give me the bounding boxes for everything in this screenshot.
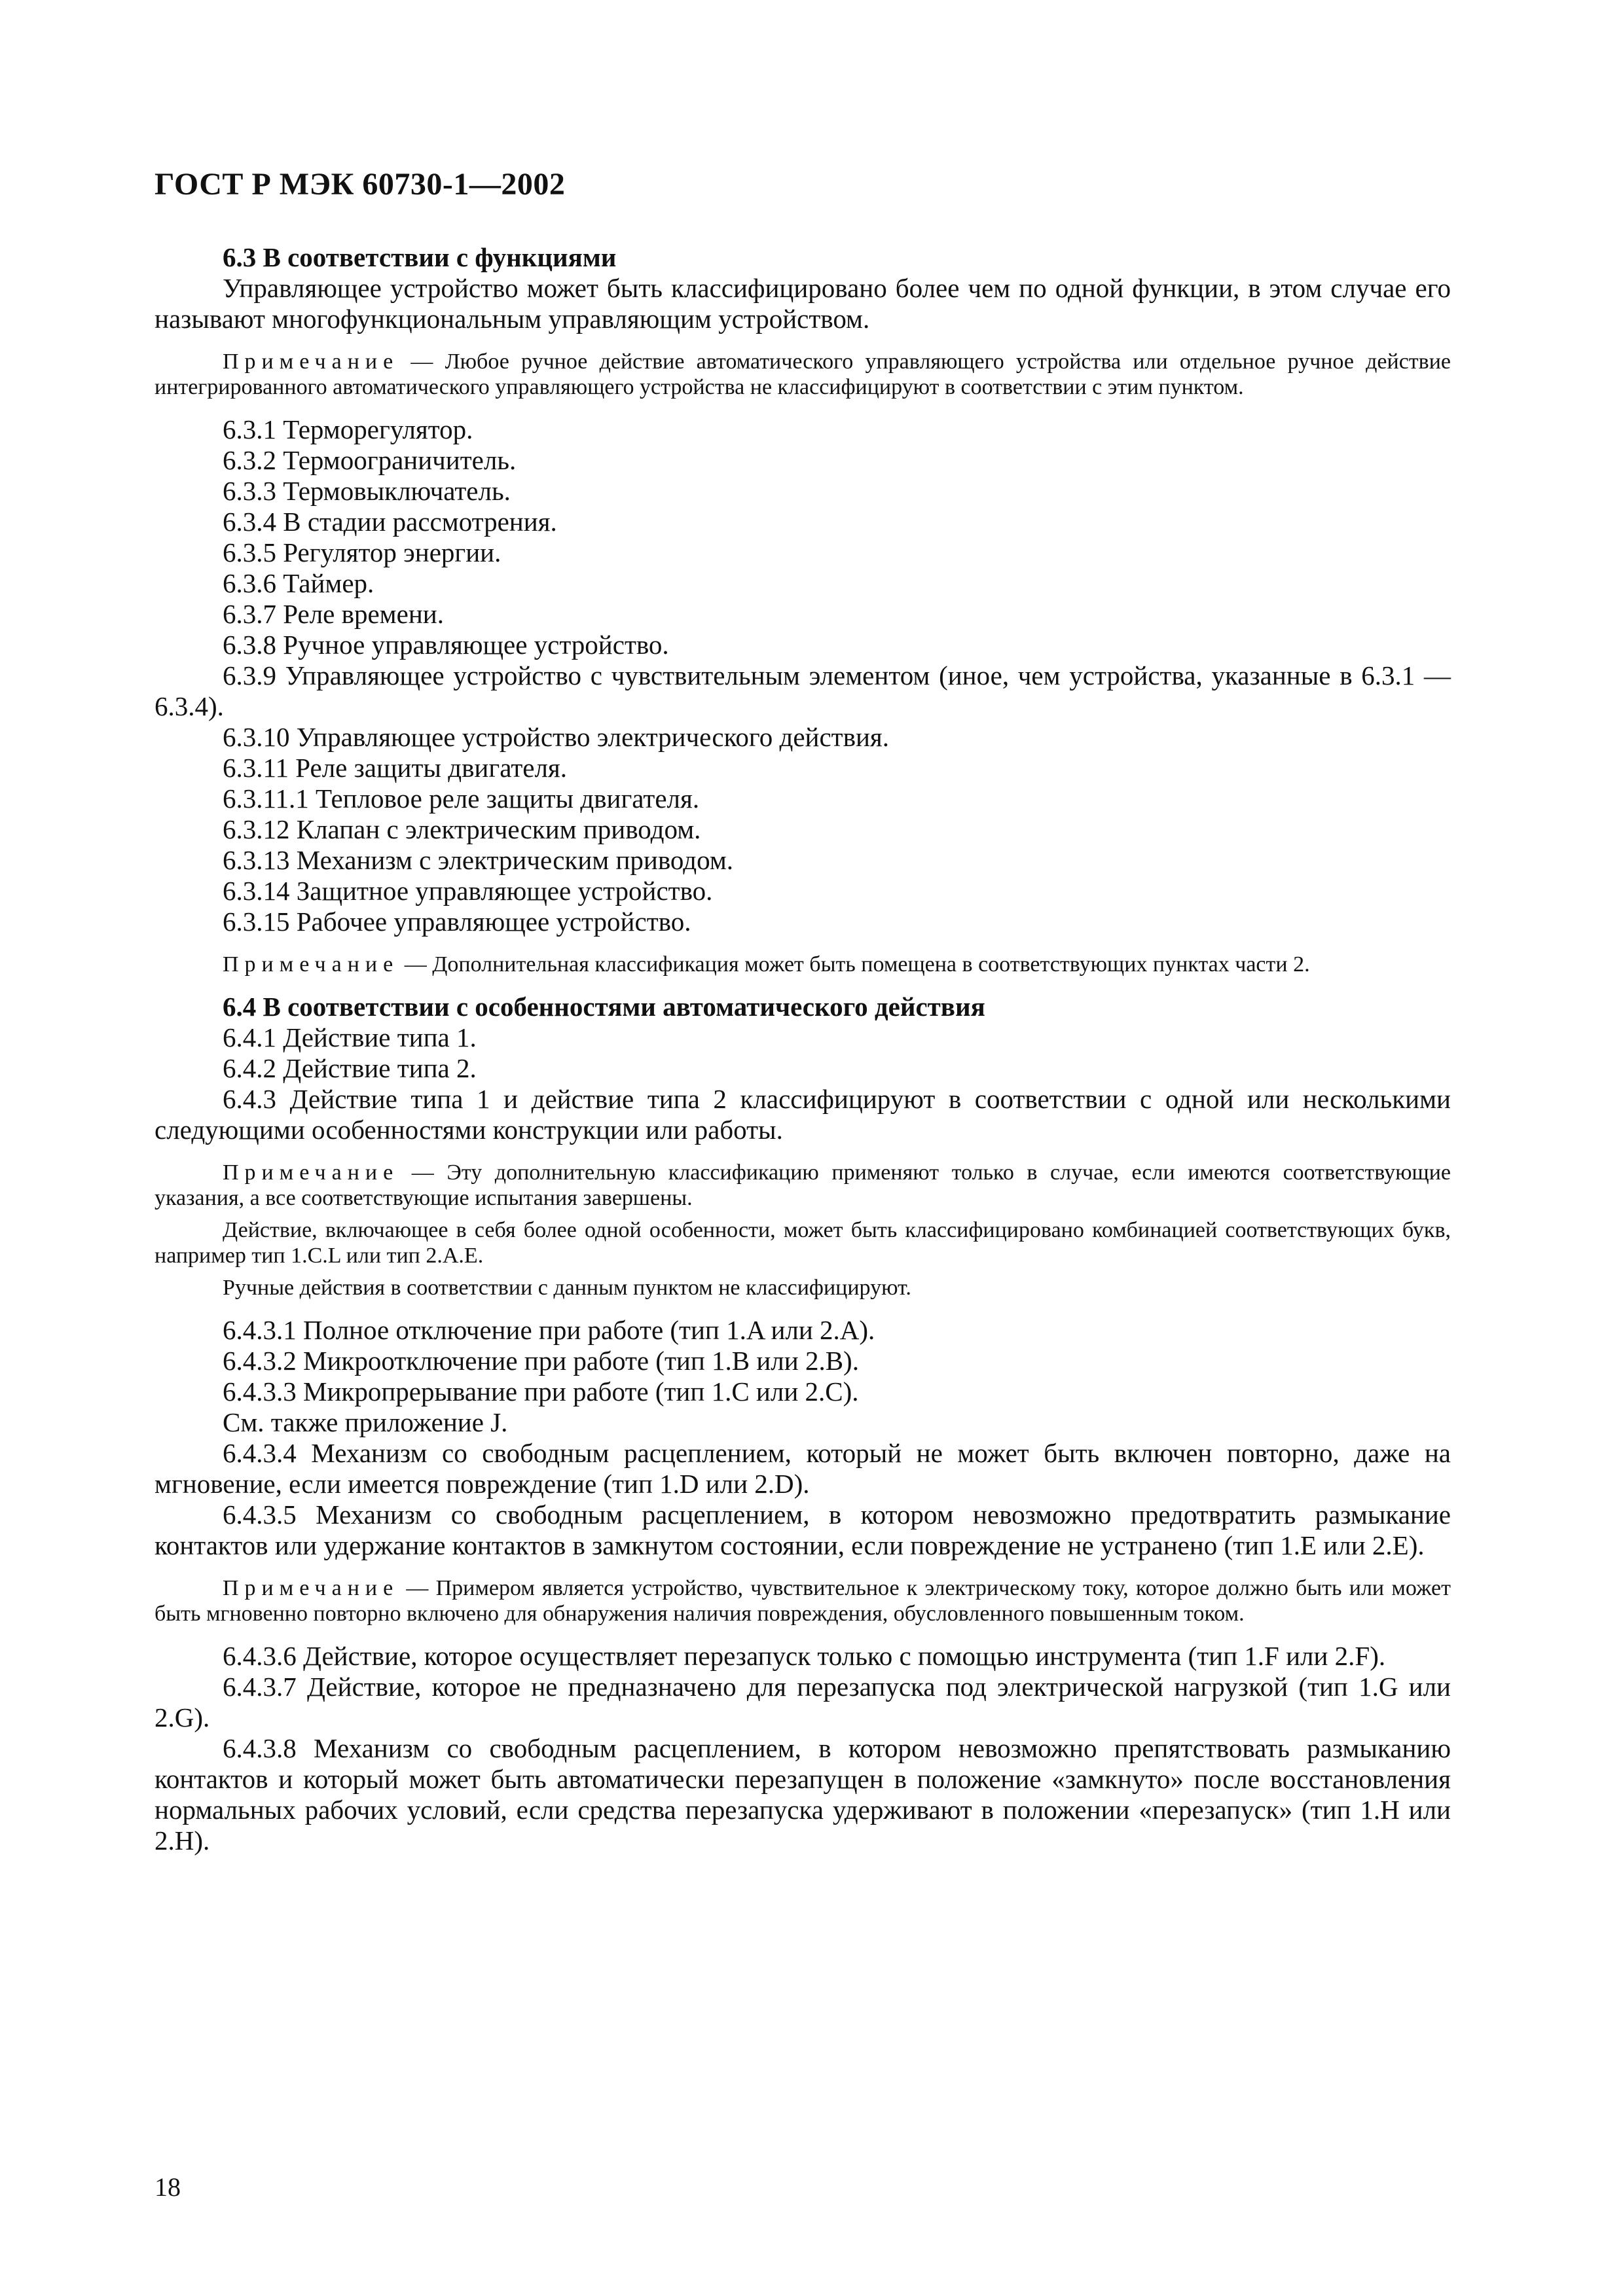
paragraph: 6.4.1 Действие типа 1.	[223, 1022, 477, 1052]
note-text: — Любое ручное действие автоматического управляющего устройства или отдельное ручное действие интегрированного автоматического управляющего устройства не классифицируют в соответствии с этим пунктом.	[155, 350, 1451, 399]
note	[155, 952, 1451, 977]
note-text: — Примером является устройство, чувствительное к электрическому току, которое должно быть или может быть мгновенно повторно включено для обнаружения наличия повреждения, обусловленного повышенным током.	[155, 1576, 1451, 1626]
paragraph: 6.3.8 Ручное управляющее устройство.	[223, 630, 669, 660]
note	[155, 349, 1451, 400]
paragraph: 6.3.11.1 Тепловое реле защиты двигателя.	[223, 783, 700, 814]
note-label: Примечание	[223, 952, 399, 977]
paragraph: 6.3.3 Термовыключатель.	[223, 476, 511, 506]
paragraph: Управляющее устройство может быть классифицировано более чем по одной функции, в этом случае его называют многофункциональным управляющим устройством.	[155, 273, 1451, 334]
paragraph: 6.4.3.2 Микроотключение при работе (тип 1.B или 2.B).	[223, 1346, 859, 1376]
paragraph: 6.3.12 Клапан с электрическим приводом.	[223, 814, 701, 844]
paragraph: 6.3.2 Термоограничитель.	[223, 445, 517, 475]
paragraph: 6.3.5 Регулятор энергии.	[223, 537, 501, 567]
note	[155, 1160, 1451, 1211]
paragraph: 6.3.9 Управляющее устройство с чувствительным элементом (иное, чем устройства, указанные в 6.3.1 — 6.3.4).	[155, 660, 1451, 721]
paragraph: 6.3.14 Защитное управляющее устройство.	[223, 876, 713, 906]
paragraph: 6.4.3.8 Механизм со свободным расцеплением, в котором невозможно препятствовать размыканию контактов и который может быть автоматически перезапущен в положение «замкнуто» после восстановления нормальных рабочих условий, если средства перезапуска удерживают в положении «перезапуск» (тип 1.H или 2.H).	[155, 1733, 1451, 1856]
paragraph: 6.3.11 Реле защиты двигателя.	[223, 753, 568, 783]
paragraph: 6.4.3.7 Действие, которое не предназначено для перезапуска под электрической нагрузкой (тип 1.G или 2.G).	[155, 1672, 1451, 1732]
note-text: — Эту дополнительную классификацию применяют только в случае, если имеются соответствующие указания, а все соответствующие испытания завершены.	[155, 1160, 1451, 1210]
page-number: 18	[155, 2172, 181, 2202]
document-body	[155, 242, 1451, 1856]
note-label: Примечание	[223, 350, 399, 374]
paragraph: 6.4.3.4 Механизм со свободным расцеплением, который не может быть включен повторно, даже на мгновение, если имеется повреждение (тип 1.D или 2.D).	[155, 1438, 1451, 1499]
paragraph: 6.4.2 Действие типа 2.	[223, 1053, 477, 1083]
section-heading: 6.4 В соответствии с особенностями автоматического действия	[223, 992, 985, 1022]
paragraph: 6.4.3.1 Полное отключение при работе (тип 1.A или 2.A).	[223, 1315, 875, 1345]
note-continuation: Действие, включающее в себя более одной особенности, может быть классифицировано комбинацией соответствующих букв, например тип 1.C.L или тип 2.A.E.	[155, 1218, 1451, 1268]
note-text: — Дополнительная классификация может быть помещена в соответствующих пунктах части 2.	[399, 952, 1310, 977]
paragraph: 6.3.10 Управляющее устройство электрического действия.	[223, 722, 889, 752]
note-label: Примечание	[223, 1576, 399, 1600]
paragraph: 6.3.6 Таймер.	[223, 568, 374, 598]
document-header: ГОСТ Р МЭК 60730-1—2002	[155, 167, 566, 202]
note-label: Примечание	[223, 1160, 399, 1185]
paragraph: 6.4.3.5 Механизм со свободным расцеплением, в котором невозможно предотвратить размыкание контактов или удержание контактов в замкнутом состоянии, если повреждение не устранено (тип 1.E или 2.E).	[155, 1499, 1451, 1560]
note-continuation: Ручные действия в соответствии с данным пунктом не классифицируют.	[223, 1276, 911, 1300]
paragraph: 6.3.7 Реле времени.	[223, 599, 444, 629]
paragraph: 6.3.15 Рабочее управляющее устройство.	[223, 906, 691, 937]
paragraph: 6.3.1 Терморегулятор.	[223, 414, 473, 444]
paragraph: 6.4.3.6 Действие, которое осуществляет перезапуск только с помощью инструмента (тип 1.F или 2.F).	[223, 1641, 1386, 1671]
paragraph: 6.4.3 Действие типа 1 и действие типа 2 классифицируют в соответствии с одной или несколькими следующими особенностями конструкции или работы.	[155, 1084, 1451, 1145]
paragraph: 6.4.3.3 Микропрерывание при работе (тип 1.C или 2.C).	[223, 1376, 859, 1407]
note	[155, 1575, 1451, 1626]
paragraph: 6.3.4 В стадии рассмотрения.	[223, 507, 557, 537]
section-heading: 6.3 В соответствии с функциями	[223, 242, 617, 272]
paragraph: 6.3.13 Механизм с электрическим приводом.	[223, 845, 734, 875]
paragraph: См. также приложение J.	[223, 1407, 508, 1437]
